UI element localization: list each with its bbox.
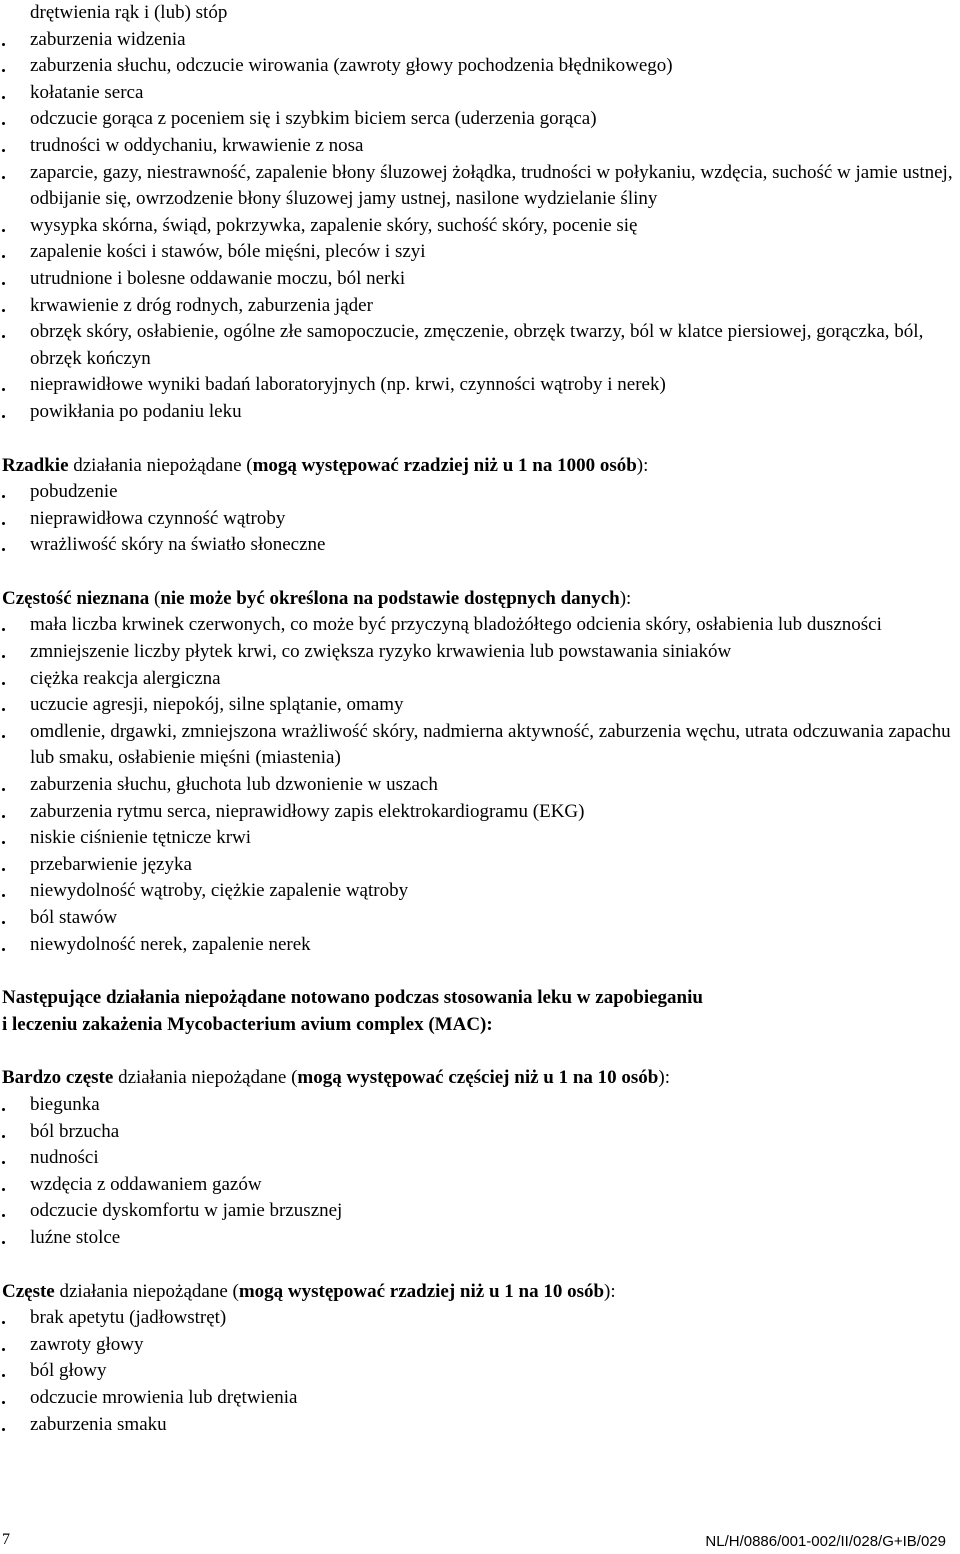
rare-heading: Rzadkie działania niepożądane (mogą występować rzadziej niż u 1 na 1000 osób): bbox=[2, 454, 649, 476]
list-item: zaburzenia słuchu, odczucie wirowania (zawroty głowy pochodzenia błędnikowego) bbox=[0, 53, 960, 80]
list-item: zmniejszenie liczby płytek krwi, co zwiększa ryzyko krwawienia lub powstawania siniaków bbox=[0, 639, 960, 666]
list-item: biegunka bbox=[0, 1092, 960, 1119]
list-item: wysypka skórna, świąd, pokrzywka, zapalenie skóry, suchość skóry, pocenie się bbox=[0, 213, 960, 240]
list-item: zapalenie kości i stawów, bóle mięśni, pleców i szyi bbox=[0, 239, 960, 266]
list-item: powikłania po podaniu leku bbox=[0, 399, 960, 426]
list-item: wrażliwość skóry na światło słoneczne bbox=[0, 532, 960, 559]
list-item: nieprawidłowa czynność wątroby bbox=[0, 506, 960, 533]
list-item: zaburzenia rytmu serca, nieprawidłowy zapis elektrokardiogramu (EKG) bbox=[0, 799, 960, 826]
list-section1 bbox=[0, 0, 960, 426]
list-item: odczucie mrowienia lub drętwienia bbox=[0, 1385, 960, 1412]
list-item: ból stawów bbox=[0, 905, 960, 932]
list-item: zawroty głowy bbox=[0, 1332, 960, 1359]
list-item: nudności bbox=[0, 1145, 960, 1172]
common-heading: Częste działania niepożądane (mogą występować rzadziej niż u 1 na 10 osób): bbox=[2, 1280, 616, 1302]
list-item: krwawienie z dróg rodnych, zaburzenia jąder bbox=[0, 293, 960, 320]
list-item: luźne stolce bbox=[0, 1225, 960, 1252]
list-item: zaburzenia słuchu, głuchota lub dzwonienie w uszach bbox=[0, 772, 960, 799]
list-item: odczucie gorąca z poceniem się i szybkim biciem serca (uderzenia gorąca) bbox=[0, 106, 960, 133]
list-item: niskie ciśnienie tętnicze krwi bbox=[0, 825, 960, 852]
list-item: nieprawidłowe wyniki badań laboratoryjnych (np. krwi, czynności wątroby i nerek) bbox=[0, 372, 960, 399]
list-item: utrudnione i bolesne oddawanie moczu, ból nerki bbox=[0, 266, 960, 293]
list-item: mała liczba krwinek czerwonych, co może być przyczyną bladożółtego odcienia skóry, osłabienia lub duszności bbox=[0, 612, 960, 639]
list-item: zaparcie, gazy, niestrawność, zapalenie błony śluzowej żołądka, trudności w połykaniu, wzdęcia, suchość w jamie ustnej, odbijanie się, owrzodzenie błony śluzowej jamy ustnej, nasilone wydzielanie śliny bbox=[0, 160, 960, 213]
very-common-heading: Bardzo częste działania niepożądane (mogą występować częściej niż u 1 na 10 osób): bbox=[2, 1067, 670, 1089]
list-item: omdlenie, drgawki, zmniejszona wrażliwość skóry, nadmierna aktywność, zaburzenia węchu, utrata odczuwania zapachu lub smaku, osłabienie mięśni (miastenia) bbox=[0, 719, 960, 772]
list-item: odczucie dyskomfortu w jamie brzusznej bbox=[0, 1198, 960, 1225]
list-item: pobudzenie bbox=[0, 479, 960, 506]
list-item: niewydolność wątroby, ciężkie zapalenie wątroby bbox=[0, 878, 960, 905]
list-item: trudności w oddychaniu, krwawienie z nosa bbox=[0, 133, 960, 160]
list-item: przebarwienie języka bbox=[0, 852, 960, 879]
list-item: zaburzenia smaku bbox=[0, 1412, 960, 1439]
mac-heading: Następujące działania niepożądane notowano podczas stosowania leku w zapobieganiu i leczeniu zakażenia Mycobacterium avium complex (MAC): bbox=[2, 987, 703, 1035]
list-item: ból brzucha bbox=[0, 1119, 960, 1146]
list-item: niewydolność nerek, zapalenie nerek bbox=[0, 932, 960, 959]
list-item: obrzęk skóry, osłabienie, ogólne złe samopoczucie, zmęczenie, obrzęk twarzy, ból w klatce piersiowej, gorączka, ból, obrzęk kończyn bbox=[0, 319, 960, 372]
list-item: drętwienia rąk i (lub) stóp bbox=[30, 2, 228, 23]
document-code: NL/H/0886/001-002/II/028/G+IB/029 bbox=[705, 1533, 946, 1550]
list-item: wzdęcia z oddawaniem gazów bbox=[0, 1172, 960, 1199]
unknown-frequency-heading: Częstość nieznana (nie może być określona na podstawie dostępnych danych): bbox=[2, 587, 632, 609]
list-item: ciężka reakcja alergiczna bbox=[0, 666, 960, 693]
list-item: ból głowy bbox=[0, 1358, 960, 1385]
list-item: zaburzenia widzenia bbox=[0, 27, 960, 54]
page-number: 7 bbox=[2, 1531, 10, 1548]
list-item: kołatanie serca bbox=[0, 80, 960, 107]
list-item: brak apetytu (jadłowstręt) bbox=[0, 1305, 960, 1332]
list-item: uczucie agresji, niepokój, silne splątanie, omamy bbox=[0, 692, 960, 719]
